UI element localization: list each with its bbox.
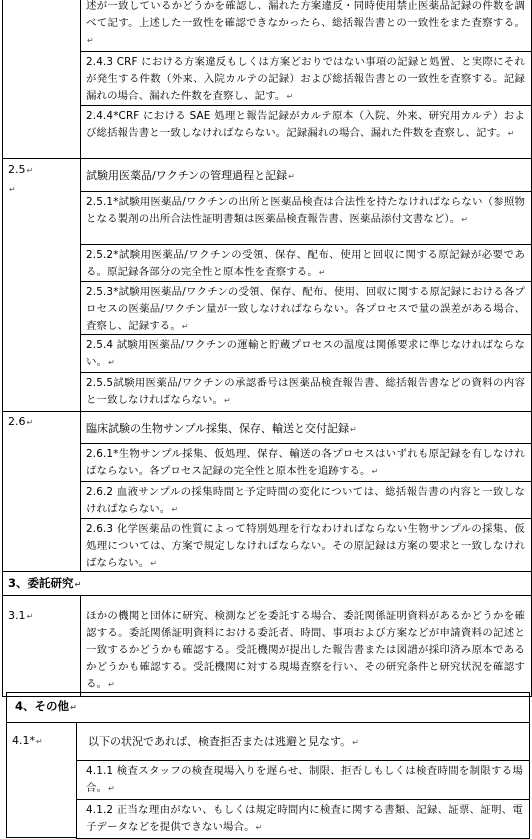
row-text-2-4-4: 2.4.4*CRF における SAE 処理と報告記録がカルテ原本（入院、外来、研究用カルテ）および総括報告書と一致しなければならない。記録漏れの場合、漏れた件数を査察し、記す。↵ (86, 110, 525, 139)
row-text-2-4-3: 2.4.3 CRF における方案違反もしくは方案どおりではない事項の記録と処置、と実際にそれが発生する件数（外来、入院カルテの記録）および総括報告書との一致性を査察する。記録漏れの場合、漏れた件数を査察し、記す。↵ (86, 56, 525, 102)
row-text-4-1-2: 4.1.2 正当な理由がない、もしくは規定時間内に検査に関する書類、記録、証票、証明、電子データなどを提供できない場合。↵ (86, 804, 523, 833)
section-number-3-1: 3.1↵ (8, 609, 34, 622)
section-title-2-6: 臨床試験の生物サンプル採集、保存、輸送と交付記録↵ (86, 422, 357, 435)
section-number-4-1: 4.1*↵ (12, 734, 43, 747)
row-text-2-5-1: 2.5.1*試験用医薬品/ワクチンの出所と医薬品検査は合法性を持たなければならない（参照物となる製剤の出所合法性証明書類は医薬品検査報告書、医薬品添付文書など）。↵ (86, 196, 525, 225)
section-header-row (2, 571, 532, 596)
row-text-2-6-1: 2.6.1*生物サンプル採集、仮処理、保存、輸送の各プロセスはいずれも原記録を有しなければならない。各プロセス記録の完全性と原本性を追跡する。↵ (86, 448, 525, 477)
cell-mark: ↵ (9, 185, 16, 194)
section-number-2-5: 2.5↵ (8, 163, 34, 176)
row-text-2-6-3: 2.6.3 化学医薬品の性質によって特別処理を行なわければならない生物サンプルの採集、仮処理については、方案で規定しなければならない。その原記録は方案の要求と一致しなければならない。↵ (86, 523, 525, 569)
section-number-2-6: 2.6↵ (8, 415, 34, 428)
section-heading-4: 4、その他↵ (15, 699, 77, 713)
row-text-2-5-2: 2.5.2*試験用医薬品/ワクチンの受領、保存、配布、使用と回収に関する原記録が必要である。原記録各部分の完全性と原本性を査察する。↵ (86, 249, 525, 278)
row-text-2-4-cont: 述が一致しているかどうかを確認し、漏れた方案違反・同時使用禁止医薬品記録の件数を調べて記す。上述した一致性を確認できなかったら、総括報告書との一致性をまた査察する。↵ (86, 0, 525, 45)
row-text-3-1: ほかの機関と団体に研究、検測などを委託する場合、委託関係証明資料があるかどうかを確認する。委託関係証明資料における委託者、時間、事項および方案などが申請資料の記述と一致するかどうかも確認する。受託機関が提出した報告書または図譜が採印済み原本であるかどうかも確認する。受託機関に対する現場査察を行い、その研究条件と研究状況を確認する。↵ (86, 610, 525, 690)
row-text-4-1-1: 4.1.1 検査スタッフの検査現場入りを遅らせ、制限、拒否しもしくは検査時間を制限する場合。↵ (86, 765, 523, 794)
row-text-2-6-2: 2.6.2 血液サンプルの採集時間と予定時間の変化については、総括報告書の内容と一致しなければならない。↵ (86, 486, 525, 515)
section-title-2-5: 試験用医薬品/ワクチンの管理過程と記録↵ (86, 169, 295, 182)
row-text-4-1: 以下の状況であれば、検査拒否または逃避と見なす。↵ (88, 735, 359, 748)
row-text-2-5-3: 2.5.3*試験用医薬品/ワクチンの受領、保存、配布、使用、回収に関する原記録における各プロセスの医薬品/ワクチン量が一致しなければならない。各プロセスで量の誤差がある場合、査察し、記録する。↵ (86, 286, 525, 332)
section-header-row (6, 692, 530, 723)
section-heading-3: 3、委託研究↵ (8, 576, 82, 590)
row-text-2-5-5: 2.5.5試験用医薬品/ワクチンの承認番号は医薬品検査報告書、総括報告書などの資料の内容と一致しなければならない。↵ (86, 377, 525, 406)
table-cell-left (2, 0, 81, 159)
row-text-2-5-4: 2.5.4 試験用医薬品/ワクチンの運輸と貯蔵プロセスの温度は関係要求に準じなければならない。↵ (86, 339, 525, 368)
table-cell-left (2, 411, 81, 572)
